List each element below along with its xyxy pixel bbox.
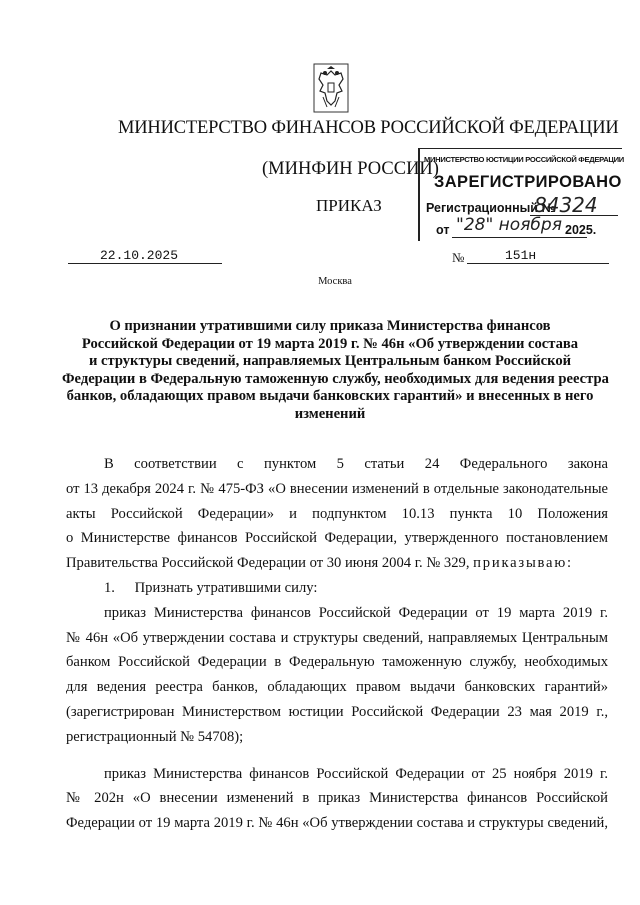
body-line-last bbox=[66, 551, 608, 576]
body-line: от 13 декабря 2024 г. № 475-ФЗ «О внесении изменений в отдельные законодательные bbox=[66, 480, 608, 497]
order-number-label: № bbox=[452, 250, 465, 265]
stamp-reg-year: 2025. bbox=[565, 223, 597, 237]
order-title bbox=[62, 318, 609, 424]
title-line: банков, обладающих правом выдачи банковских гарантий» и внесенных в него bbox=[66, 388, 594, 405]
city: Москва bbox=[318, 276, 352, 287]
item-1-text: Признать утратившими силу: bbox=[134, 579, 318, 596]
document-type: ПРИКАЗ bbox=[316, 196, 382, 215]
title-line: изменений bbox=[294, 405, 366, 422]
body-line: № 202н «О внесении изменений в приказ Министерства финансов Российской bbox=[66, 790, 608, 807]
coat-of-arms-emblem bbox=[313, 63, 349, 113]
body-line: приказ Министерства финансов Российской Федерации от 25 ноября 2019 г. bbox=[104, 765, 608, 782]
body-line: для ведения реестра банков, обладающих правом выдачи банковских гарантий» bbox=[66, 679, 608, 696]
stamp-reg-number: 84324 bbox=[534, 193, 598, 217]
stamp-date-underline bbox=[452, 237, 587, 238]
title-line: О признании утратившими силу приказа Министерства финансов bbox=[109, 318, 551, 334]
title-line: Российской Федерации от 19 марта 2019 г. № 46н «Об утверждении состава bbox=[81, 335, 579, 352]
body-line-last: регистрационный № 54708); bbox=[66, 728, 244, 745]
ministry-name: МИНИСТЕРСТВО ФИНАНСОВ РОССИЙСКОЙ ФЕДЕРАЦИИ bbox=[118, 118, 619, 138]
body-line: приказ Министерства финансов Российской Федерации от 19 марта 2019 г. bbox=[104, 604, 608, 621]
body-line: В соответствии с пунктом 5 статьи 24 Федерального закона bbox=[104, 456, 608, 472]
body-line: № 46н «Об утверждении состава и структуры сведений, направляемых Центральным bbox=[66, 629, 608, 646]
body-line: о Министерстве финансов Российской Федерации, утвержденного постановлением bbox=[66, 530, 608, 547]
stamp-reg-label: Регистрационный № bbox=[426, 201, 556, 215]
item-1 bbox=[66, 576, 608, 601]
body-line: банком Российской Федерации в Федеральную таможенную службу, необходимых bbox=[66, 654, 608, 671]
registration-stamp bbox=[418, 148, 622, 241]
stamp-reg-date: "28" ноября bbox=[456, 215, 562, 235]
stamp-registered: ЗАРЕГИСТРИРОВАНО bbox=[434, 173, 622, 191]
body-line: акты Российской Федерации» и подпунктом 10.13 пункта 10 Положения bbox=[66, 505, 608, 522]
date-underline bbox=[68, 263, 222, 264]
stamp-from-label: от bbox=[436, 223, 450, 237]
number-underline bbox=[467, 263, 609, 264]
stamp-header: МИНИСТЕРСТВО ЮСТИЦИИ РОССИЙСКОЙ ФЕДЕРАЦИИ bbox=[424, 155, 624, 164]
ministry-short-name: (МИНФИН РОССИИ) bbox=[262, 159, 439, 179]
body-line: (зарегистрирован Министерством юстиции Российской Федерации 23 мая 2019 г., bbox=[66, 703, 608, 720]
intro-last-text: Правительства Российской Федерации от 30 июня 2004 г. № 329, bbox=[66, 555, 470, 572]
title-line: и структуры сведений, направляемых Центральным банком Российской bbox=[88, 353, 572, 370]
body-line: Федерации от 19 марта 2019 г. № 46н «Об утверждении состава и структуры сведений, bbox=[66, 815, 608, 832]
title-line: Федерации в Федеральную таможенную службу, необходимых для ведения реестра bbox=[62, 370, 609, 387]
item-1-number: 1. bbox=[104, 579, 115, 596]
intro-paragraph bbox=[66, 452, 608, 836]
prikazyvayu-text: приказываю: bbox=[473, 555, 573, 572]
order-number: 151н bbox=[505, 248, 537, 263]
order-date: 22.10.2025 bbox=[100, 248, 179, 263]
